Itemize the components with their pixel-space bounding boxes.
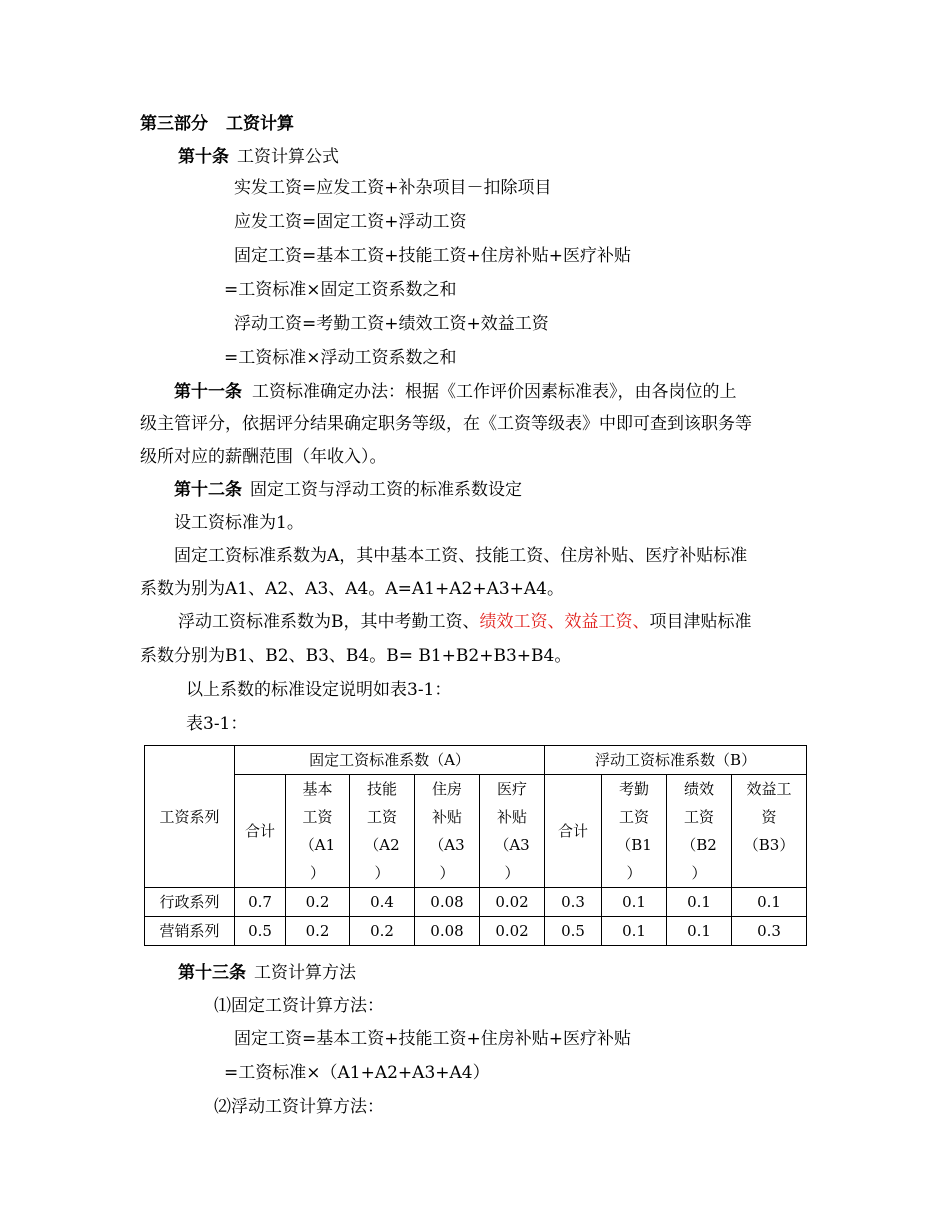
table-row xyxy=(145,888,807,917)
col-header-a1: 基本 工资 （A1 ） xyxy=(286,775,350,888)
article-10-title: 工资计算公式 xyxy=(237,147,339,167)
formula-line: =工资标准×固定工资系数之和 xyxy=(224,280,457,300)
table-cell: 0.5 xyxy=(235,917,286,946)
formula-line: 实发工资=应发工资+补杂项目－扣除项目 xyxy=(234,178,552,198)
table-cell: 0.1 xyxy=(602,888,667,917)
table-cell: 0.3 xyxy=(545,888,602,917)
table-cell: 0.1 xyxy=(667,917,732,946)
col-header-a2: 技能 工资 （A2 ） xyxy=(350,775,415,888)
formula-line: 应发工资=固定工资+浮动工资 xyxy=(234,212,467,232)
group-a-header: 固定工资标准系数（A） xyxy=(235,746,545,775)
col-header-a-total: 合计 xyxy=(235,775,286,888)
article-13-heading xyxy=(178,962,356,984)
table-cell: 0.08 xyxy=(415,888,480,917)
row-name: 行政系列 xyxy=(145,888,235,917)
col-header-b1: 考勤 工资 （B1 ） xyxy=(602,775,667,888)
table-cell: 0.2 xyxy=(350,917,415,946)
article-11-line-3: 级所对应的薪酬范围（年收入）。 xyxy=(140,447,387,467)
article-11-line-1 xyxy=(174,381,737,403)
table-cell: 0.3 xyxy=(732,917,807,946)
method-formula-line: =工资标准×（A1+A2+A3+A4） xyxy=(224,1063,490,1083)
table-cell: 0.02 xyxy=(480,917,545,946)
table-row xyxy=(145,917,807,946)
fixed-coefficient-line-2: 系数为别为A1、A2、A3、A4。A=A1+A2+A3+A4。 xyxy=(140,579,564,599)
row-name: 营销系列 xyxy=(145,917,235,946)
col-header-b-total: 合计 xyxy=(545,775,602,888)
floating-text-highlight: 绩效工资、效益工资、 xyxy=(479,612,650,632)
table-intro: 以上系数的标准设定说明如表3-1： xyxy=(186,680,452,700)
col-header-a4: 医疗 补贴 （A3 ） xyxy=(480,775,545,888)
method-item-2: ⑵浮动工资计算方法： xyxy=(214,1097,384,1117)
article-11-label: 第十一条 xyxy=(174,382,242,402)
coefficient-table xyxy=(144,745,807,946)
col-header-b2: 绩效 工资 （B2 ） xyxy=(667,775,732,888)
series-header: 工资系列 xyxy=(145,746,235,888)
col-header-a3: 住房 补贴 （A3 ） xyxy=(415,775,480,888)
article-11-line-2: 级主管评分，依据评分结果确定职务等级，在《工资等级表》中即可查到该职务等 xyxy=(140,414,752,434)
table-cell: 0.1 xyxy=(732,888,807,917)
col-header-b3: 效益工 资 （B3） xyxy=(732,775,807,888)
article-12-label: 第十二条 xyxy=(174,480,242,500)
article-10-label: 第十条 xyxy=(178,147,229,167)
table-cell: 0.1 xyxy=(602,917,667,946)
article-11-text: 工资标准确定办法：根据《工作评价因素标准表》，由各岗位的上 xyxy=(252,382,737,402)
floating-text-pre: 浮动工资标准系数为B，其中考勤工资、 xyxy=(178,612,480,632)
article-13-label: 第十三条 xyxy=(178,963,246,983)
formula-line: 固定工资=基本工资+技能工资+住房补贴+医疗补贴 xyxy=(234,246,631,266)
fixed-coefficient-line-1: 固定工资标准系数为A，其中基本工资、技能工资、住房补贴、医疗补贴标准 xyxy=(174,546,748,566)
method-item-1: ⑴固定工资计算方法： xyxy=(214,996,384,1016)
table-cell: 0.7 xyxy=(235,888,286,917)
floating-coefficient-line-2: 系数分别为B1、B2、B3、B4。B= B1+B2+B3+B4。 xyxy=(140,646,572,666)
table-cell: 0.2 xyxy=(286,888,350,917)
table-header-row-1 xyxy=(145,746,807,775)
table-cell: 0.02 xyxy=(480,888,545,917)
table-cell: 0.1 xyxy=(667,888,732,917)
table-header-row-2 xyxy=(145,775,807,888)
table-cell: 0.2 xyxy=(286,917,350,946)
table-cell: 0.4 xyxy=(350,888,415,917)
table-cell: 0.5 xyxy=(545,917,602,946)
article-12-heading xyxy=(174,479,522,501)
group-b-header: 浮动工资标准系数（B） xyxy=(545,746,807,775)
table-caption: 表3-1： xyxy=(186,714,248,734)
article-13-title: 工资计算方法 xyxy=(254,963,356,983)
method-formula-line: 固定工资=基本工资+技能工资+住房补贴+医疗补贴 xyxy=(234,1029,631,1049)
standard-statement: 设工资标准为1。 xyxy=(174,513,304,533)
article-10-heading xyxy=(178,146,339,168)
floating-coefficient-line-1 xyxy=(178,611,752,633)
formula-line: =工资标准×浮动工资系数之和 xyxy=(224,348,457,368)
table-cell: 0.08 xyxy=(415,917,480,946)
part-label: 第三部分 xyxy=(140,114,208,134)
floating-text-post: 项目津贴标准 xyxy=(649,612,752,632)
section-heading xyxy=(140,113,294,135)
formula-line: 浮动工资=考勤工资+绩效工资+效益工资 xyxy=(234,314,549,334)
article-12-title: 固定工资与浮动工资的标准系数设定 xyxy=(250,480,522,500)
part-title: 工资计算 xyxy=(226,114,294,134)
